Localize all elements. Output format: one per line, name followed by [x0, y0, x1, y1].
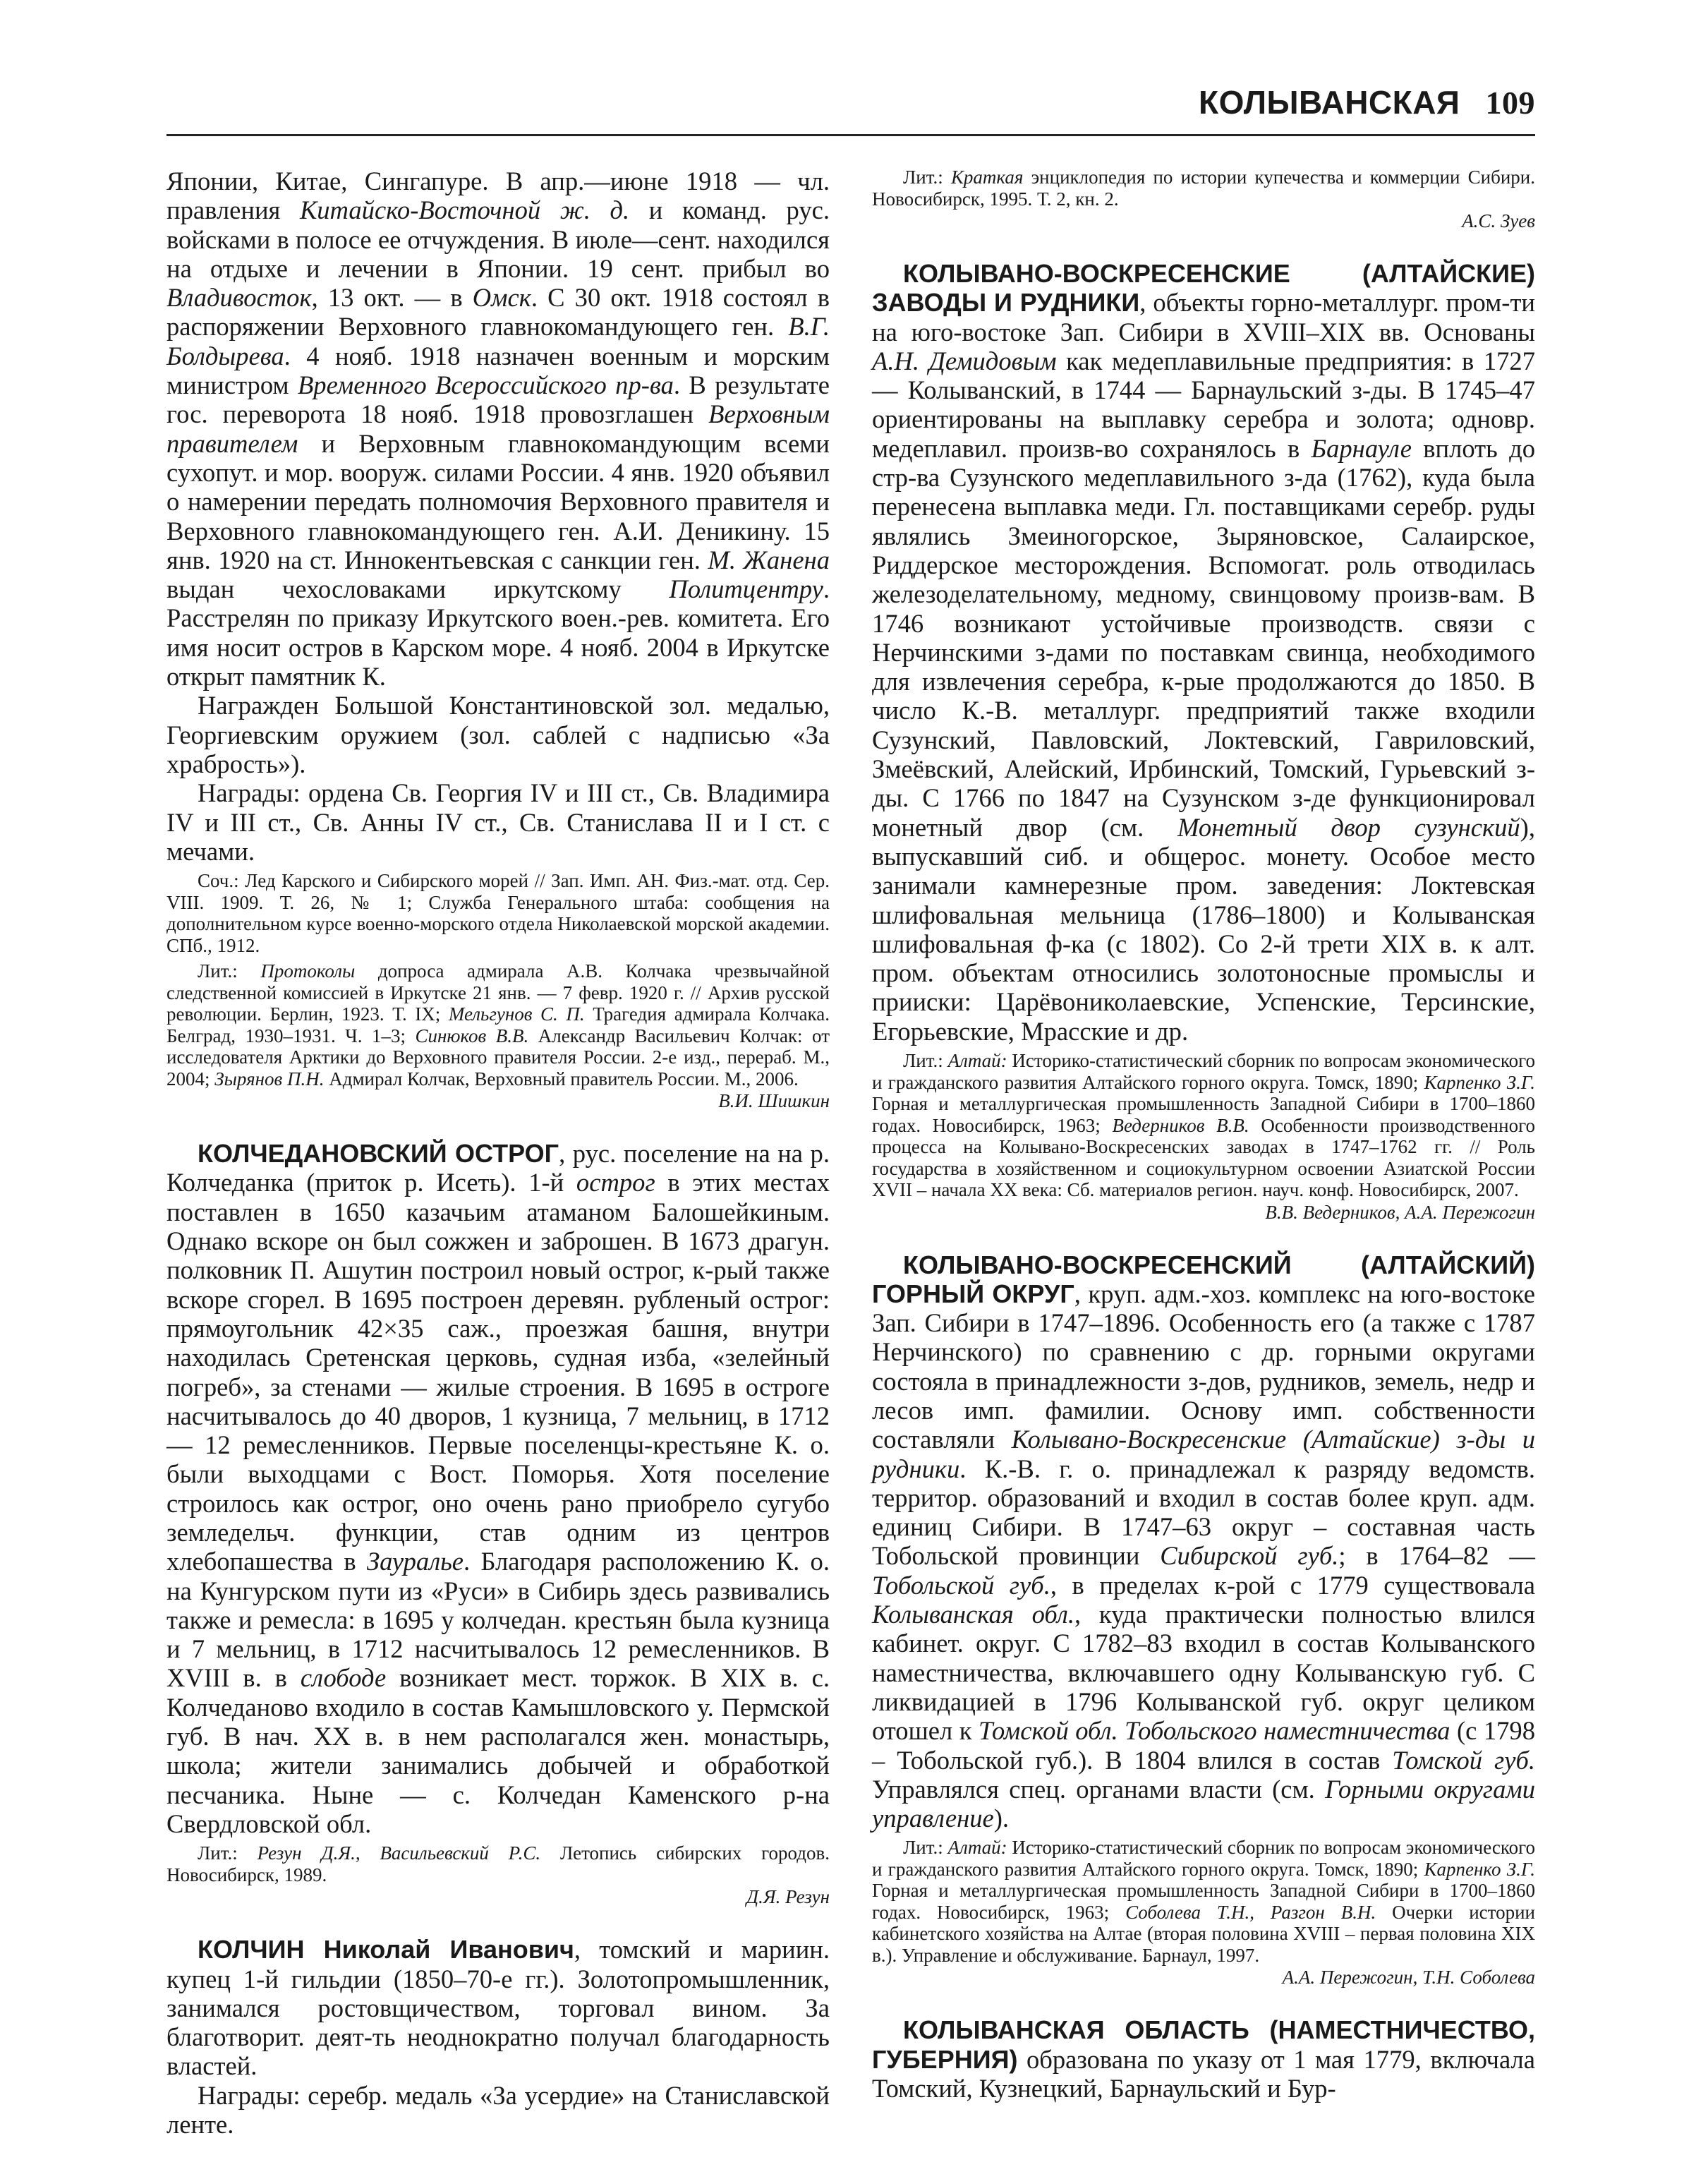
cross-reference: М. Жанена: [708, 545, 830, 574]
text-run: . Расстрелян по приказу Иркутского воен.-рев. комитета. Его имя носит остров в Карском море. 4 нояб. 2004 в Иркутске открыт памятник К.: [166, 574, 830, 692]
cross-reference: Горными округами управление: [872, 1774, 1535, 1833]
text-run: Японии, Китае, Сингапуре. В апр.—июне 1918 — чл. правления: [166, 167, 830, 225]
entry-kolyvanskaya-oblast: [872, 2015, 1535, 2103]
cross-reference: острог: [576, 1168, 655, 1197]
entry-kolchin: [166, 1935, 830, 2080]
entry-headword: КОЛЫВАНСКАЯ ОБЛАСТЬ (НАМЕСТНИЧЕСТВО, ГУБЕРНИЯ): [872, 2015, 1535, 2074]
text-run: ).: [993, 1804, 1010, 1833]
text-run: Особенности производственного процесса на Колывано-Воскресенских заводах в 1747–1762 гг. // Роль государства в хозяйственном и социокультурном освоении Азиатской России XVII – начала XX века: Сб. материалов регион. науч. конф. Новосибирск, 2007.: [872, 1114, 1535, 1201]
literature-list: [872, 1050, 1535, 1201]
text-run: и Верховным главнокомандующим всеми сухопут. и мор. вооруж. силами России. 4 янв. 1920 объявил о намерении передать полномочия Верховного правителя и Верховного главнокомандующего ген. А.И. Деникину. 15 янв. 1920 на ст. Иннокентьевская с санкции ген.: [166, 428, 830, 574]
text-run: . С 30 окт. 1918 состоял в распоряжении Верховного главнокомандующего ген.: [166, 283, 830, 342]
lit-author: Карпенко З.Г.: [1424, 1071, 1536, 1093]
entry-kolchedanovsky-ostrog: [166, 1139, 830, 1838]
cross-reference: Тобольской губ.: [872, 1570, 1050, 1600]
text-run: , рус. поселение на на р. Колчеданка (приток р. Исеть). 1-й: [166, 1139, 830, 1197]
cross-reference: Томской обл. Тобольского наместничества: [978, 1716, 1450, 1746]
text-run: Лит.:: [198, 1842, 258, 1864]
cross-reference: слободе: [300, 1663, 387, 1693]
text-run: . В результате гос. переворота 18 нояб. 1918 провозглашен: [166, 370, 830, 429]
text-run: энциклопедия по истории купечества и коммерции Сибири. Новосибирск, 1995. Т. 2, кн. 2.: [872, 167, 1535, 210]
cross-reference: Временного Всероссийского пр-ва: [297, 370, 674, 400]
works-list: Соч.: Лед Карского и Сибирского морей // Зап. Имп. АН. Физ.-мат. отд. Сер. VIII. 1909. Т. 26, № 1; Служба Генерального штаба: сообщения на дополнительном курсе военно-морского отдела Николаевской морской академии. СПб., 1912.: [166, 870, 830, 956]
entry-kolyvano-voskresensky-okrug: [872, 1250, 1535, 1833]
text-run: . К.-В. г. о. принадлежал к разряду ведомств. территор. образований и входил в состав более круп. адм. единиц Сибири. В 1747–63 округ – составная часть Тобольской провинции: [872, 1454, 1535, 1571]
text-run: Летопись сибирских городов. Новосибирск, 1989.: [166, 1842, 830, 1885]
literature-list: [872, 167, 1535, 210]
article-author: Д.Я. Резун: [746, 1886, 830, 1908]
lit-author: Резун Д.Я., Васильевский Р.С.: [257, 1842, 541, 1864]
text-run: , в пределах к-рой с 1779 существовала: [1050, 1570, 1535, 1600]
header-line: [1199, 83, 1535, 121]
literature-list: [872, 1837, 1535, 1966]
text-run: Лит.:: [903, 1837, 948, 1859]
text-run: и команд. рус. войсками в полосе ее отчуждения. В июле—сент. находился на отдыхе и лечении в Японии. 19 сент. прибыл во: [166, 195, 830, 283]
text-run: . Благодаря расположению К. о. на Кунгурском пути из «Руси» в Сибирь здесь развивались также и ремесла: в 1695 у колчедан. крестьян была кузница и 7 мельниц, в 1712 насчитывалось 12 ремесленников. В XVIII в. в: [166, 1547, 830, 1693]
article-author: В.И. Шишкин: [718, 1090, 830, 1112]
entry-headword: КОЛЫВАНО-ВОСКРЕСЕНСКИЕ (АЛТАЙСКИЕ) ЗАВОДЫ И РУДНИКИ: [872, 259, 1535, 318]
lit-title: Алтай:: [947, 1050, 1007, 1072]
literature-list: [166, 1842, 830, 1885]
text-run: в этих местах поставлен в 1650 казачьим атаманом Балошейкиным. Однако вскоре он был сожжен и заброшен. В 1673 драгун. полковник П. Ашутин построил новый острог, к-рый также вскоре сгорел. В 1695 построен деревян. рубленый острог: прямоугольник 42×35 саж., проезжая башня, внутри находилась Сретенская церковь, судная изба, «зелейный погреб», за стенами — жилые строения. В 1695 в остроге насчитывалось до 40 дворов, 1 кузница, 7 мельниц, в 1712 — 12 ремесленников. Первые поселенцы-крестьяне К. о. были выходцами с Вост. Поморья. Хотя поселение строилось как острог, оно очень рано приобрело сугубо земледельч. функции, став одним из центров хлебопашества в: [166, 1168, 830, 1576]
text-run: ), выпускавший сиб. и общерос. монету. Особое место занимали камнерезные пром. заведения: Локтевская шлифовальная мельница (1786–1800) и Колыванская шлифовальная ф-ка (с 1802). Со 2-й трети XIX в. к алт. пром. объектам относились золотоносные промыслы и прииски: Царёвониколаевские, Успенские, Терсинские, Егорьевские, Мрасские и др.: [872, 812, 1535, 1046]
lit-author: Зырянов П.Н.: [214, 1068, 325, 1089]
text-run: Адмирал Колчак, Верховный правитель России. М., 2006.: [324, 1068, 799, 1089]
article-author: А.А. Пережогин, Т.Н. Соболева: [1282, 1967, 1535, 1988]
text-run: Горная и металлургическая промышленность Западной Сибири в 1700–1860 годах. Новосибирск, 1963;: [872, 1093, 1535, 1136]
cross-reference: Колывано-Воскресенские (Алтайские) з-ды и рудники: [872, 1425, 1535, 1483]
lit-title: Краткая: [950, 167, 1024, 188]
lit-title: Алтай:: [947, 1837, 1007, 1859]
cross-reference: Колыванская обл.: [872, 1600, 1074, 1629]
text-run: (с 1798 – Тобольской губ.). В 1804 влился в состав: [872, 1716, 1535, 1775]
cross-reference: Зауралье: [366, 1547, 464, 1576]
text-run: Александр Васильевич Колчак: от исследователя Арктики до Верховного правителя России. 2-е изд., перераб. М., 2004;: [166, 1025, 830, 1089]
text-run: Лит.:: [903, 167, 951, 188]
entry-headword: КОЛЧИН Николай Иванович: [198, 1935, 574, 1964]
lit-author: Ведерников В.В.: [1112, 1114, 1249, 1136]
text-run: , 13 окт. — в: [311, 283, 473, 313]
lit-author: Карпенко З.Г.: [1424, 1858, 1536, 1880]
text-run: , томский и мариин. купец 1-й гильдии (1850–70-е гг.). Золотопромышленник, занимался ростовщичеством, торговал вином. За благотворит. деят-ть неоднократно получал благодарность властей.: [166, 1935, 830, 2081]
cross-reference: Китайско-Восточной ж. д.: [299, 195, 630, 225]
text-run: возникает мест. торжок. В XIX в. с. Колчеданово входило в состав Камышловского у. Пермской губ. В нач. XX в. в нем располагался жен. монастырь, школа; жители занимались добычей и обработкой песчаника. Ныне — с. Колчедан Каменского р-на Свердловской обл.: [166, 1663, 830, 1838]
cross-reference: Политцентру: [669, 574, 823, 604]
text-run: Горная и металлургическая промышленность Западной Сибири в 1700–1860 годах. Новосибирск, 1963;: [872, 1880, 1535, 1923]
text-run: Управлялся спец. органами власти (см.: [872, 1774, 1326, 1804]
header-rule: [166, 134, 1535, 136]
lit-title: Протоколы: [260, 960, 356, 982]
text-run: Лит.:: [198, 960, 261, 982]
text-run: Историко-статистический сборник по вопросам экономического и гражданского развития Алтайского горного округа. Томск, 1890;: [872, 1837, 1535, 1880]
text-run: , объекты горно-металлург. пром-ти на юго-востоке Зап. Сибири в XVIII–XIX вв. Основаны: [872, 288, 1536, 346]
cross-reference: Монетный двор сузунский: [1177, 812, 1520, 842]
awards-paragraph: Награды: серебр. медаль «За усердие» на Станиславской ленте.: [166, 2080, 830, 2139]
cross-reference: Томской губ.: [1392, 1745, 1535, 1775]
entry-kolyvano-voskresenskie-zavody: [872, 259, 1535, 1046]
lit-author: Соболева Т.Н., Разгон В.Н.: [1125, 1901, 1376, 1923]
text-run: , куда практически полностью влился кабинет. округ. С 1782–83 входил в состав Колыванского наместничества, включавшего одну Колыванскую губ. С ликвидацией в 1796 Колыванской губ. округ целиком отошел к: [872, 1600, 1535, 1746]
left-column: [166, 167, 830, 2139]
kolchak-continued-paragraph: [166, 167, 830, 691]
literature-list: [166, 960, 830, 1089]
text-run: как медеплавильные предприятия: в 1727 — Колыванский, в 1744 — Барнаульский з-ды. В 1745–47 ориентированы на выплавку серебра и золота; одновр. медеплавил. произв-во сохранялось в: [872, 346, 1535, 463]
cross-reference: Барнауле: [1311, 433, 1412, 463]
orders-paragraph: Награды: ордена Св. Георгия IV и III ст., Св. Владимира IV и III ст., Св. Анны IV ст., Св. Станислава II и I ст. с мечами.: [166, 778, 830, 866]
article-author: В.В. Ведерников, А.А. Пережогин: [1265, 1201, 1535, 1223]
text-run: Лит.:: [903, 1050, 948, 1072]
article-author: А.С. Зуев: [1462, 210, 1535, 231]
cross-reference: Владивосток: [166, 283, 312, 313]
cross-reference: В.Г. Болдырева: [166, 312, 830, 370]
text-run: . 4 нояб. 1918 назначен военным и морским министром: [166, 341, 830, 400]
text-run: вплоть до стр-ва Сузунского медеплавильного з-да (1762), куда была перенесена выплавка меди. Гл. поставщиками серебр. руды являлись Змеиногорское, Зыряновское, Салаирское, Риддерское месторождения. Вспомогат. роль отводилась железоделательному, медному, свинцовому произв-вам. В 1746 возникают устойчивые производств. связи с Нерчинскими з-дами по поставкам свинца, необходимого для извлечения серебра, к-рые продолжаются до 1850. В число К.-В. металлург. предприятий также входили Сузунский, Павловский, Локтевский, Гавриловский, Змеёвский, Алейский, Ирбинский, Томский, Гурьевский з-ды. С 1766 по 1847 на Сузунском з-де функционировал монетный двор (см.: [872, 433, 1536, 842]
text-run: , круп. адм.-хоз. комплекс на юго-востоке Зап. Сибири в 1747–1896. Особенность его (а также с 1787 Нерчинского) по сравнению с др. горными округами состояла в принадлежности з-дов, рудников, земель, недр и лесов имп. фамилии. Основу имп. собственности составляли: [872, 1279, 1535, 1454]
cross-reference: Сибирской губ.: [1160, 1541, 1339, 1571]
text-run: Историко-статистический сборник по вопросам экономического и гражданского развития Алтайского горного округа. Томск, 1890;: [872, 1050, 1535, 1093]
text-run: выдан чехословаками иркутскому: [166, 574, 670, 604]
lit-author: Синюков В.В.: [415, 1025, 529, 1046]
page-number: 109: [1485, 85, 1535, 121]
right-column: [872, 167, 1535, 2103]
running-header: [166, 83, 1535, 134]
header-title: КОЛЫВАНСКАЯ: [1199, 84, 1460, 121]
entry-headword: КОЛЧЕДАНОВСКИЙ ОСТРОГ: [198, 1139, 559, 1169]
awards-paragraph: Награжден Большой Константиновской зол. медалью, Георгиевским оружием (зол. саблей с надписью «За храбрость»).: [166, 691, 830, 778]
text-run: допроса адмирала А.В. Колчака чрезвычайной следственной комиссией в Иркутске 21 янв. — 7 февр. 1920 г. // Архив русской революции. Берлин, 1923. Т. IX;: [166, 960, 830, 1025]
text-run: образована по указу от 1 мая 1779, включала Томский, Кузнецкий, Барнаульский и Бур-: [872, 2044, 1535, 2103]
cross-reference: Омск: [472, 283, 531, 313]
cross-reference: А.Н. Демидовым: [872, 346, 1057, 375]
text-run: ; в 1764–82 —: [1338, 1541, 1535, 1571]
entry-headword: КОЛЫВАНО-ВОСКРЕСЕНСКИЙ (АЛТАЙСКИЙ) ГОРНЫЙ ОКРУГ: [872, 1250, 1535, 1308]
lit-author: Мельгунов С. П.: [448, 1003, 585, 1025]
text-run: Трагедия адмирала Колчака. Белград, 1930–1931. Ч. 1–3;: [166, 1003, 830, 1046]
text-run: Очерки истории кабинетского хозяйства на Алтае (вторая половина XVIII – первая половина XIX в.). Управление и обслуживание. Барнаул, 1997.: [872, 1901, 1535, 1966]
cross-reference: Верховным правителем: [166, 399, 830, 458]
